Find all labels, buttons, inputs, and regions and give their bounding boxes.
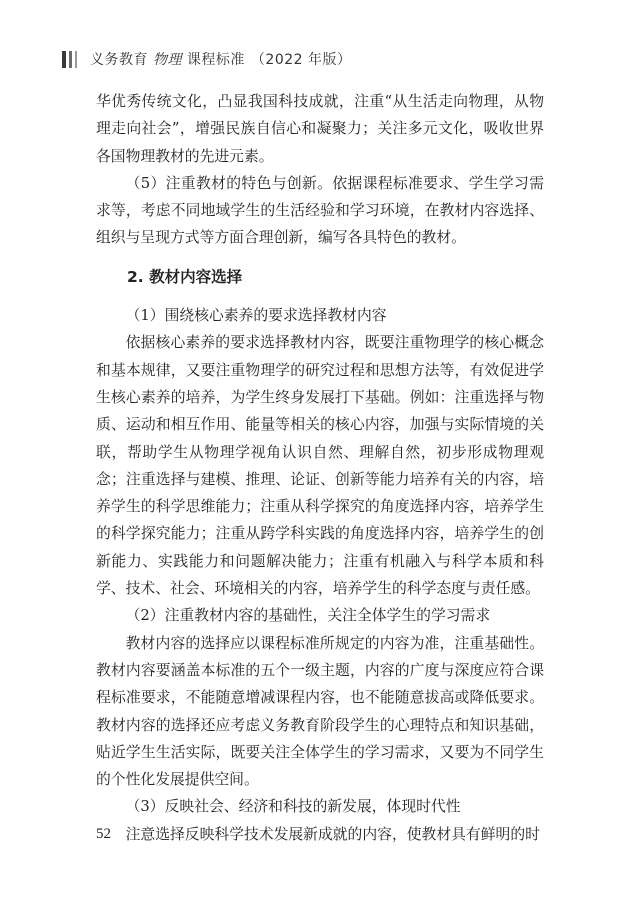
running-header [62, 46, 352, 72]
header-title-part2: 课程标准 [186, 52, 245, 68]
subheading-2: （2）注重教材内容的基础性，关注全体学生的学习需求 [125, 607, 491, 625]
subheading-1: （1）围绕核心素养的要求选择教材内容 [125, 307, 387, 325]
subheading-3: （3）反映社会、经济和科技的新发展，体现时代性 [125, 798, 461, 816]
header-title [90, 49, 352, 69]
paragraph-item-5: （5）注重教材的特色与创新。依据课程标准要求、学生学习需求等，考虑不同地域学生的生活经验和学习环境，在教材内容选择、组织与呈现方式等方面合理创新，编写各具特色的教材。 [96, 174, 544, 247]
header-title-subject: 物理 [152, 52, 182, 68]
paragraph-basic-content: 教材内容的选择应以课程标准所规定的内容为准，注重基础性。教材内容要涵盖本标准的五个一级主题，内容的广度与深度应符合课程标准要求，不能随意增减课程内容，也不能随意拔高或降低要求。教材内容的选择还应考虑义务教育阶段学生的心理特点和知识基础，贴近学生生活实际，既要关注全体学生的学习需求，又要为不同学生的个性化发展提供空间。 [96, 634, 544, 789]
header-title-part1: 义务教育 [90, 52, 148, 68]
paragraph-continuation: 华优秀传统文化，凸显我国科技成就，注重“从生活走向物理，从物理走向社会”，增强民族自信心和凝聚力；关注多元文化，吸收世界各国物理教材的先进元素。 [96, 93, 544, 165]
paragraph-timeliness: 注意选择反映科学技术发展新成就的内容，使教材具有鲜明的时 [125, 825, 540, 843]
page-body [96, 88, 544, 848]
header-title-year: （2022 年版） [250, 52, 352, 68]
page-number: 52 [96, 826, 111, 842]
header-bar-medium [69, 51, 72, 68]
header-decoration-bars [62, 51, 80, 68]
section-heading-2: 2. 教材内容选择 [127, 267, 243, 286]
header-bar-dark [62, 51, 66, 68]
header-bar-light [75, 51, 77, 68]
paragraph-core-literacy: 依据核心素养的要求选择教材内容，既要注重物理学的核心概念和基本规律，又要注重物理学的研究过程和思想方法等，有效促进学生核心素养的培养，为学生终身发展打下基础。例如：注重选择与物质、运动和相互作用、能量等相关的核心内容，加强与实际情境的关联，帮助学生从物理学视角认识自然、理解自然，初步形成物理观念；注重选择与建模、推理、论证、创新等能力培养有关的内容，培养学生的科学思维能力；注重从科学探究的角度选择内容，培养学生的科学探究能力；注重从跨学科实践的角度选择内容，培养学生的创新能力、实践能力和问题解决能力；注重有机融入与科学本质和科学、技术、社会、环境相关的内容，培养学生的科学态度与责任感。 [96, 334, 544, 598]
